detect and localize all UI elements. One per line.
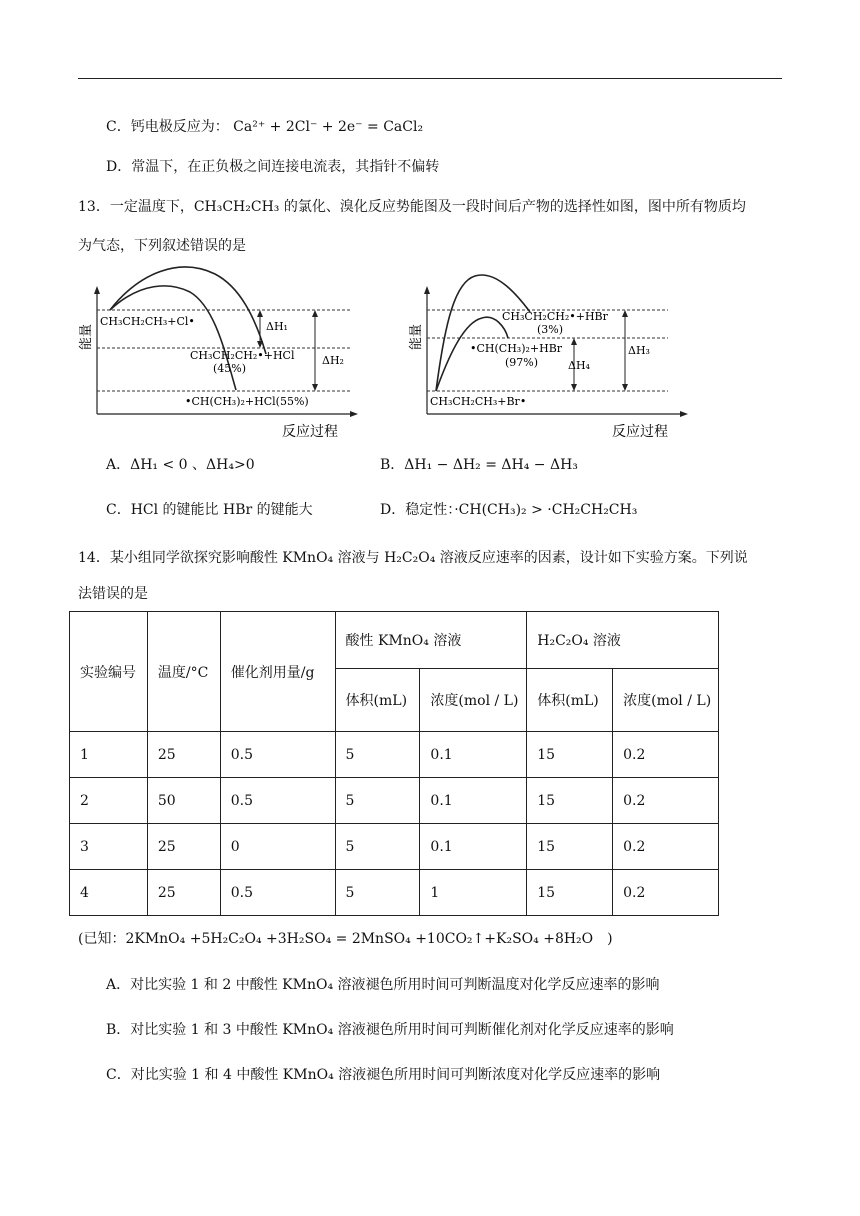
chlorination-energy-diagram: [70, 262, 370, 442]
header-kmno4-volume: 体积(mL): [335, 669, 420, 732]
q12-option-c-text: C．钙电极反应为：: [106, 119, 229, 135]
table-cell: 25: [147, 732, 220, 778]
table-cell: 25: [147, 824, 220, 870]
header-rule: [78, 78, 782, 79]
right-curve-primary: [436, 275, 530, 391]
left-product1-pct: (45%): [213, 362, 247, 375]
table-row: [70, 732, 719, 778]
q14-known-equation: (已知：2KMnO₄ +5H₂C₂O₄ +3H₂SO₄ = 2MnSO₄ +10CO₂↑+K₂SO₄ +8H₂O ): [78, 931, 613, 947]
left-x-axis-arrow: [350, 411, 358, 417]
table-cell: 15: [527, 870, 613, 916]
table-cell: 0.2: [613, 732, 719, 778]
table-cell: 0.2: [613, 778, 719, 824]
header-kmno4-concentration: 浓度(mol / L): [420, 669, 527, 732]
table-cell: 5: [335, 732, 420, 778]
table-cell: 15: [527, 824, 613, 870]
right-x-axis-arrow: [680, 411, 688, 417]
q12-option-c: [106, 117, 423, 137]
table-cell: 5: [335, 778, 420, 824]
table-cell: 50: [147, 778, 220, 824]
header-h2c2o4-volume: 体积(mL): [527, 669, 613, 732]
q14-stem-line1: 14．某小组同学欲探究影响酸性 KMnO₄ 溶液与 H₂C₂O₄ 溶液反应速率的因素，设计如下实验方案。下列说: [78, 550, 748, 566]
header-experiment-no: 实验编号: [70, 612, 148, 732]
table-cell: 0.2: [613, 824, 719, 870]
right-reactant-label: CH₃CH₂CH₃+Br•: [430, 395, 527, 408]
right-product1-pct: (3%): [537, 323, 564, 336]
table-cell: 1: [70, 732, 148, 778]
table-cell: 25: [147, 870, 220, 916]
header-kmno4: 酸性 KMnO₄ 溶液: [335, 612, 527, 669]
q13-option-c: C．HCl 的键能比 HBr 的键能大: [106, 502, 313, 518]
left-y-axis-arrow: [94, 286, 100, 294]
right-product2-label: •CH(CH₃)₂+HBr: [470, 342, 563, 355]
table-row: [70, 778, 719, 824]
right-y-axis-arrow: [424, 286, 430, 294]
table-cell: 0.5: [220, 778, 335, 824]
table-cell: 0.2: [613, 870, 719, 916]
left-product2-label: •CH(CH₃)₂+HCl(55%): [185, 395, 309, 408]
table-cell: 15: [527, 778, 613, 824]
table-cell: 0.1: [420, 824, 527, 870]
q13-option-b: B．ΔH₁ − ΔH₂ = ΔH₄ − ΔH₃: [380, 457, 578, 473]
header-h2c2o4: H₂C₂O₄ 溶液: [527, 612, 719, 669]
table-cell: 4: [70, 870, 148, 916]
q14-option-a: A．对比实验 1 和 2 中酸性 KMnO₄ 溶液褪色所用时间可判断温度对化学反应速率的影响: [106, 977, 660, 993]
left-dh2-label: ΔH₂: [322, 354, 344, 367]
q13-stem-line2: 为气态，下列叙述错误的是: [78, 238, 246, 254]
table-cell: 3: [70, 824, 148, 870]
q12-option-d: D．常温下，在正负极之间连接电流表，其指针不偏转: [106, 159, 440, 175]
right-product1-label: CH₃CH₂CH₂•+HBr: [502, 310, 608, 323]
header-temperature: 温度/°C: [147, 612, 220, 732]
q14-option-b: B．对比实验 1 和 3 中酸性 KMnO₄ 溶液褪色所用时间可判断催化剂对化学反应速率的影响: [106, 1022, 674, 1038]
right-xlabel: 反应过程: [612, 424, 668, 440]
left-product1-label: CH₃CH₂CH₂•+HCl: [190, 349, 295, 362]
left-xlabel: 反应过程: [282, 424, 338, 440]
table-row: [70, 824, 719, 870]
table-cell: 2: [70, 778, 148, 824]
header-h2c2o4-concentration: 浓度(mol / L): [613, 669, 719, 732]
left-curve-primary: [110, 267, 266, 354]
right-product2-pct: (97%): [505, 356, 539, 369]
table-cell: 0.1: [420, 778, 527, 824]
q14-option-c: C．对比实验 1 和 4 中酸性 KMnO₄ 溶液褪色所用时间可判断浓度对化学反应速率的影响: [106, 1067, 661, 1083]
right-ylabel: 能量: [409, 323, 424, 350]
q14-stem-line2: 法错误的是: [78, 586, 148, 602]
header-catalyst: 催化剂用量/g: [220, 612, 335, 732]
q12-option-c-equation: Ca²⁺ + 2Cl⁻ + 2e⁻ = CaCl₂: [233, 119, 424, 135]
right-dh3-label: ΔH₃: [628, 344, 650, 357]
table-row: [70, 870, 719, 916]
q13-stem-line1: 13．一定温度下，CH₃CH₂CH₃ 的氯化、溴化反应势能图及一段时间后产物的选择性如图，图中所有物质均: [78, 199, 746, 215]
table-cell: 0: [220, 824, 335, 870]
left-reactant-label: CH₃CH₂CH₃+Cl•: [100, 315, 195, 328]
bromination-energy-diagram: [400, 262, 700, 442]
table-cell: 5: [335, 870, 420, 916]
table-cell: 1: [420, 870, 527, 916]
table-cell: 0.1: [420, 732, 527, 778]
q13-option-a: A．ΔH₁ < 0 、ΔH₄>0: [106, 457, 255, 473]
q13-option-d: D．稳定性：·CH(CH₃)₂ > ·CH₂CH₂CH₃: [380, 502, 638, 518]
right-dh4-label: ΔH₄: [568, 359, 590, 372]
table-cell: 0.5: [220, 732, 335, 778]
left-dh1-label: ΔH₁: [266, 320, 288, 333]
table-cell: 5: [335, 824, 420, 870]
left-ylabel: 能量: [79, 323, 94, 350]
experiment-table: [69, 611, 719, 916]
table-cell: 0.5: [220, 870, 335, 916]
table-cell: 15: [527, 732, 613, 778]
